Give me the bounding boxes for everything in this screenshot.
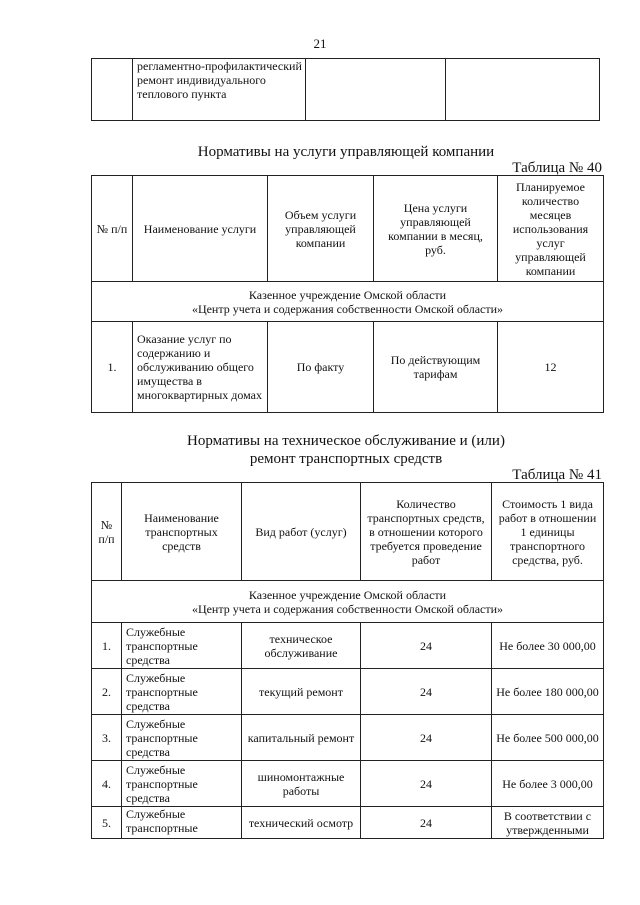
cell-qty: 24	[361, 669, 492, 715]
header-cost: Стоимость 1 вида работ в отношении 1 единицы транспортного средства, руб.	[492, 483, 604, 581]
table-row	[92, 669, 604, 715]
header-price: Цена услуги управляющей компании в месяц, руб.	[374, 176, 498, 282]
table-row	[92, 59, 600, 121]
org-row	[92, 581, 604, 623]
cell-qty: 24	[361, 761, 492, 807]
page-number: 21	[313, 36, 327, 51]
cell-work: капитальный ремонт	[242, 715, 361, 761]
heading-line: Нормативы на техническое обслуживание и (или)	[187, 433, 505, 449]
table-header-row	[92, 483, 604, 581]
cell-qty: 24	[361, 715, 492, 761]
table-row	[92, 807, 604, 839]
cell-work: шиномонтажные работы	[242, 761, 361, 807]
org-line: «Центр учета и содержания собственности Омской области»	[191, 301, 504, 316]
org-row	[92, 282, 604, 322]
header-qty: Количество транспортных средств, в отношении которого требуется проведение работ	[361, 483, 492, 581]
cell-months: 12	[498, 322, 604, 413]
org-cell	[92, 581, 604, 623]
org-line: «Центр учета и содержания собственности Омской области»	[191, 601, 504, 616]
table-header-row	[92, 176, 604, 282]
services-table	[91, 175, 604, 413]
cell-name: Служебные транспортные средства	[122, 623, 242, 669]
cell-num: 5.	[92, 807, 122, 839]
table-row	[92, 623, 604, 669]
table-row	[92, 715, 604, 761]
header-work: Вид работ (услуг)	[242, 483, 361, 581]
cell-name: Служебные транспортные	[122, 807, 242, 839]
cell-num: 2.	[92, 669, 122, 715]
cell-cost: Не более 180 000,00	[492, 669, 604, 715]
org-line: Казенное учреждение Омской области	[248, 587, 447, 602]
cell-work: технический осмотр	[242, 807, 361, 839]
cell-work: техническое обслуживание	[242, 623, 361, 669]
cell-name: Служебные транспортные средства	[122, 761, 242, 807]
section-heading: Нормативы на услуги управляющей компании	[197, 144, 495, 160]
cell-qty: 24	[361, 623, 492, 669]
table-label: Таблица № 40	[512, 160, 602, 176]
cell-cost: Не более 3 000,00	[492, 761, 604, 807]
cell-price: По действующим тарифам	[374, 322, 498, 413]
section-heading	[90, 432, 602, 468]
cell-work: текущий ремонт	[242, 669, 361, 715]
header-months: Планируемое количество месяцев использования услуг управляющей компании	[498, 176, 604, 282]
continuation-table	[91, 58, 600, 121]
vehicles-table	[91, 482, 604, 839]
table-label: Таблица № 41	[512, 467, 602, 483]
cell-num: 1.	[92, 322, 133, 413]
cell-name: Служебные транспортные средства	[122, 669, 242, 715]
table-cell	[92, 59, 133, 121]
cell-cost: Не более 500 000,00	[492, 715, 604, 761]
heading-line: ремонт транспортных средств	[249, 451, 443, 467]
header-name: Наименование транспортных средств	[122, 483, 242, 581]
header-num: № п/п	[92, 176, 133, 282]
table-cell	[446, 59, 600, 121]
header-name: Наименование услуги	[133, 176, 268, 282]
cell-num: 3.	[92, 715, 122, 761]
cell-num: 4.	[92, 761, 122, 807]
header-volume: Объем услуги управляющей компании	[268, 176, 374, 282]
table-cell	[306, 59, 446, 121]
cell-volume: По факту	[268, 322, 374, 413]
cell-cost: В соответствии с утвержденными	[492, 807, 604, 839]
cell-num: 1.	[92, 623, 122, 669]
table-cell: регламентно-профилактический ремонт индивидуального теплового пункта	[133, 59, 306, 121]
table-row	[92, 322, 604, 413]
cell-cost: Не более 30 000,00	[492, 623, 604, 669]
org-line: Казенное учреждение Омской области	[248, 287, 447, 302]
cell-name: Служебные транспортные средства	[122, 715, 242, 761]
header-num: № п/п	[92, 483, 122, 581]
cell-qty: 24	[361, 807, 492, 839]
org-cell	[92, 282, 604, 322]
table-row	[92, 761, 604, 807]
cell-name: Оказание услуг по содержанию и обслуживанию общего имущества в многоквартирных домах	[133, 322, 268, 413]
